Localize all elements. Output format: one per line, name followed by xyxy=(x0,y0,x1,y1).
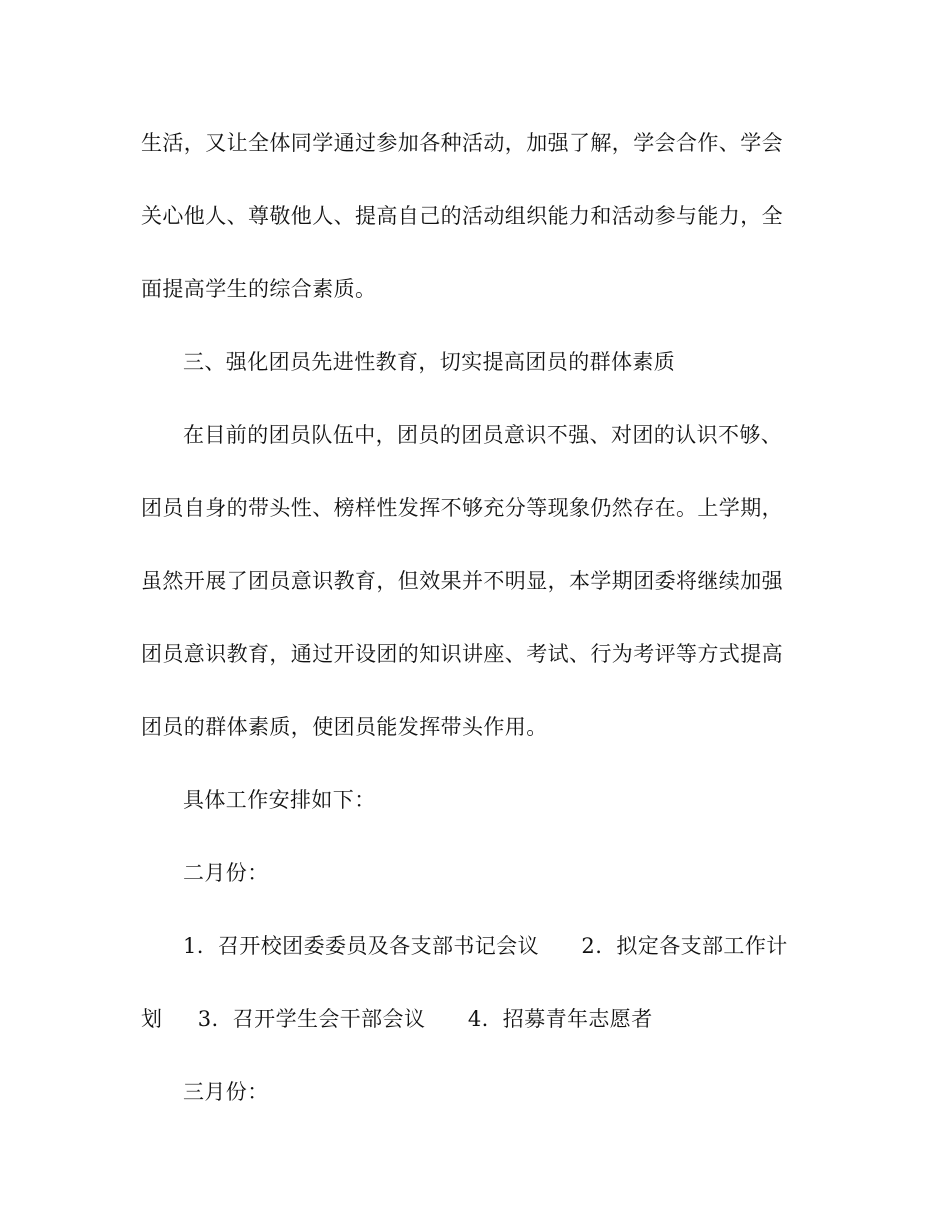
body-text-line: 团员自身的带头性、榜样性发挥不够充分等现象仍然存在。上学期， xyxy=(141,496,783,520)
body-text-line: 团员意识教育，通过开设团的知识讲座、考试、行为考评等方式提高 xyxy=(141,642,783,666)
month-heading-march: 三月份： xyxy=(183,1080,269,1104)
body-text-line: 团员的群体素质，使团员能发挥带头作用。 xyxy=(141,715,548,739)
schedule-intro: 具体工作安排如下： xyxy=(183,788,376,812)
body-text-line: 面提高学生的综合素质。 xyxy=(141,277,377,301)
body-text-line: 生活，又让全体同学通过参加各种活动，加强了解，学会合作、学会 xyxy=(141,131,783,155)
february-task-list-continued: 划 3. 召开学生会干部会议 4. 招募青年志愿者 xyxy=(141,1007,653,1031)
month-heading-february: 二月份： xyxy=(183,861,269,885)
february-task-list: 1. 召开校团委委员及各支部书记会议 2. 拟定各支部工作计 xyxy=(183,934,788,958)
body-text-line: 虽然开展了团员意识教育，但效果并不明显，本学期团委将继续加强 xyxy=(141,569,783,593)
body-text-line: 在目前的团员队伍中，团员的团员意识不强、对团的认识不够、 xyxy=(183,423,783,447)
section-heading: 三、强化团员先进性教育，切实提高团员的群体素质 xyxy=(183,350,676,374)
body-text-line: 关心他人、尊敬他人、提高自己的活动组织能力和活动参与能力，全 xyxy=(141,204,783,228)
